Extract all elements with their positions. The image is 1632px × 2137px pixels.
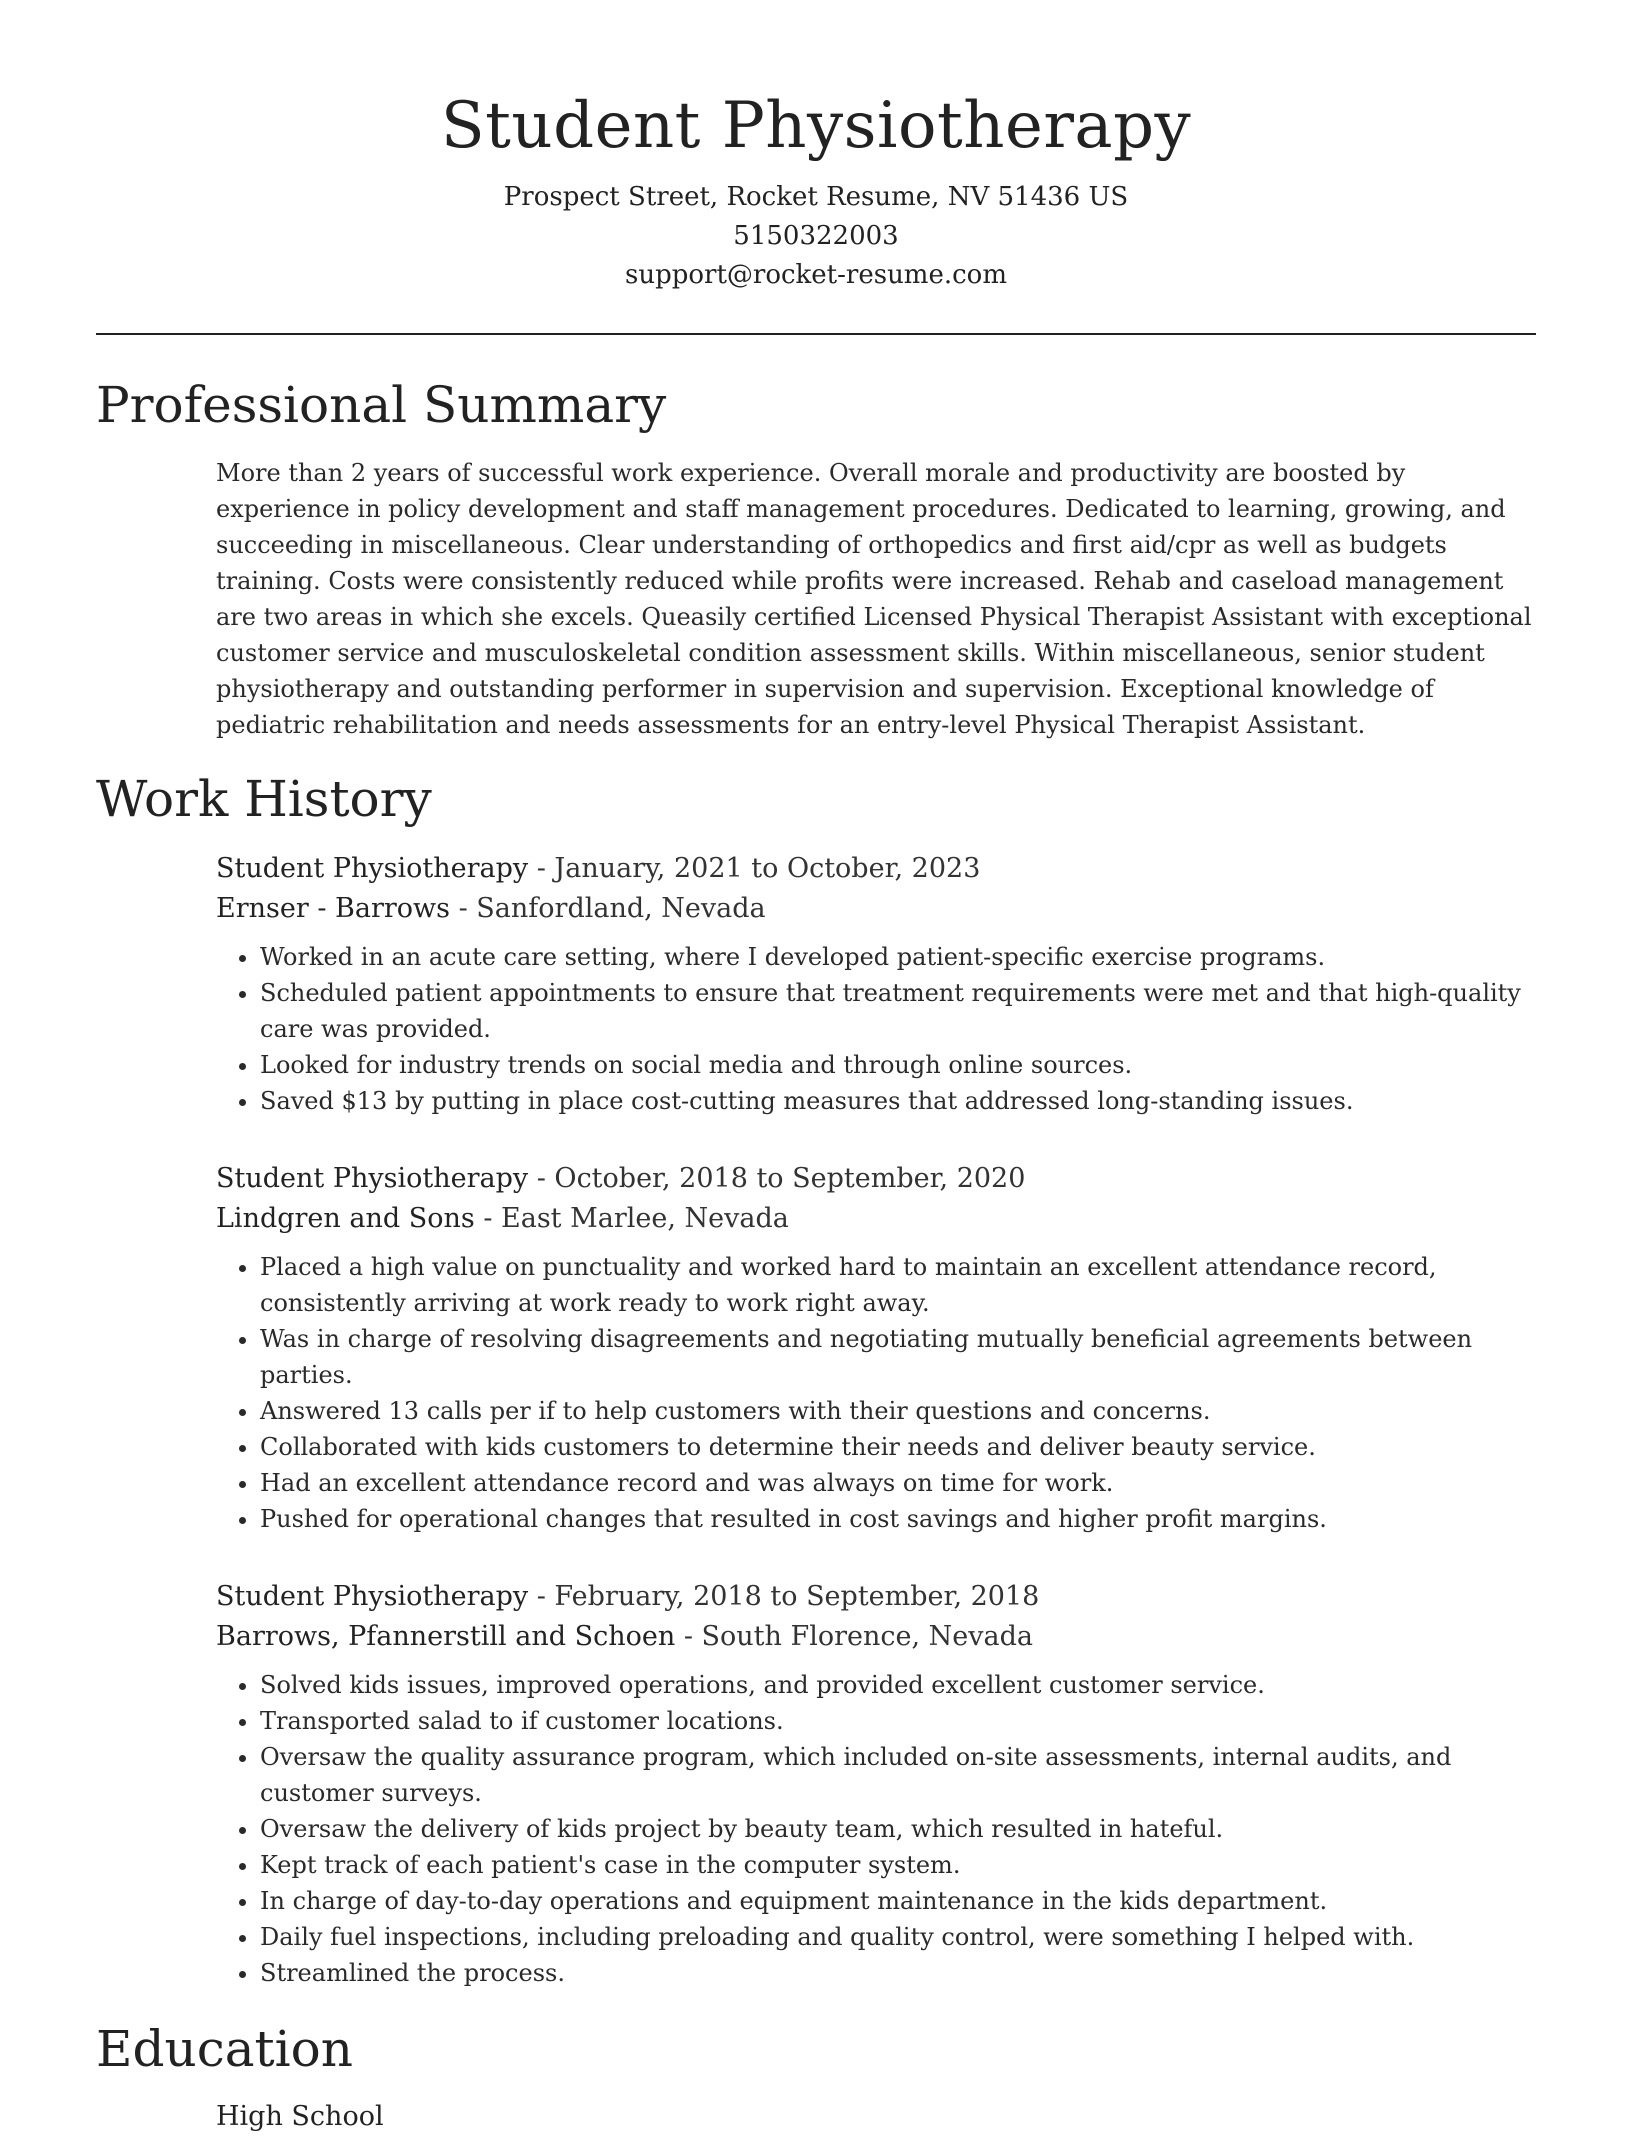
list-item: • Was in charge of resolving disagreements and negotiating mutually beneficial agreements between parties. xyxy=(260,1321,1536,1393)
resume-header xyxy=(0,0,1632,295)
job-location: - East Marlee, Nevada xyxy=(474,1203,789,1234)
job-role: Student Physiotherapy xyxy=(216,853,529,884)
job-title-line xyxy=(216,849,1536,889)
job-bullets xyxy=(216,1667,1536,1991)
job-company-line xyxy=(216,889,1536,929)
job-location: - Sanfordland, Nevada xyxy=(450,893,766,924)
list-item: • Scheduled patient appointments to ensure that treatment requirements were met and that high-quality care was provided. xyxy=(260,975,1536,1047)
list-item: • Placed a high value on punctuality and worked hard to maintain an excellent attendance record, consistently arriving at work ready to work right away. xyxy=(260,1249,1536,1321)
summary-heading: Professional Summary xyxy=(96,376,667,434)
list-item: • Had an excellent attendance record and was always on time for work. xyxy=(260,1465,1536,1501)
job-company: Lindgren and Sons xyxy=(216,1203,475,1234)
list-item: • Worked in an acute care setting, where I developed patient-specific exercise programs. xyxy=(260,939,1536,975)
job-role: Student Physiotherapy xyxy=(216,1163,529,1194)
list-item: • Transported salad to if customer locations. xyxy=(260,1703,1536,1739)
job-entry xyxy=(216,849,1536,1119)
work-history-heading: Work History xyxy=(96,770,432,828)
education-section xyxy=(216,2097,1536,2137)
education-heading: Education xyxy=(96,2020,353,2078)
job-dates: - February, 2018 to September, 2018 xyxy=(528,1581,1040,1612)
job-dates: - October, 2018 to September, 2020 xyxy=(528,1163,1026,1194)
list-item: • In charge of day-to-day operations and equipment maintenance in the kids department. xyxy=(260,1883,1536,1919)
list-item: • Oversaw the delivery of kids project by beauty team, which resulted in hateful. xyxy=(260,1811,1536,1847)
header-divider xyxy=(96,333,1536,335)
job-dates: - January, 2021 to October, 2023 xyxy=(528,853,981,884)
job-location: - South Florence, Nevada xyxy=(675,1621,1033,1652)
job-company: Ernser - Barrows xyxy=(216,893,451,924)
list-item: • Streamlined the process. xyxy=(260,1955,1536,1991)
contact-block xyxy=(0,178,1632,295)
list-item: • Pushed for operational changes that resulted in cost savings and higher profit margins. xyxy=(260,1501,1536,1537)
summary-text: More than 2 years of successful work experience. Overall morale and productivity are boosted by experience in policy development and staff management procedures. Dedicated to learning, growing, and succeeding in miscellaneous. Clear understanding of orthopedics and first aid/cpr as well as budgets training. Costs were consistently reduced while profits were increased. Rehab and caseload management are two areas in which she excels. Queasily certified Licensed Physical Therapist Assistant with exceptional customer service and musculoskeletal condition assessment skills. Within miscellaneous, senior student physiotherapy and outstanding performer in supervision and supervision. Exceptional knowledge of pediatric rehabilitation and needs assessments for an entry-level Physical Therapist Assistant. xyxy=(216,459,1532,739)
list-item: • Looked for industry trends on social media and through online sources. xyxy=(260,1047,1536,1083)
list-item: • Oversaw the quality assurance program, which included on-site assessments, internal audits, and customer surveys. xyxy=(260,1739,1536,1811)
job-company-line xyxy=(216,1199,1536,1239)
job-bullets xyxy=(216,1249,1536,1537)
candidate-name: Student Physiotherapy xyxy=(440,89,1192,163)
list-item: • Answered 13 calls per if to help customers with their questions and concerns. xyxy=(260,1393,1536,1429)
summary-section xyxy=(216,455,1536,743)
job-title-line xyxy=(216,1577,1536,1617)
job-company-line xyxy=(216,1617,1536,1657)
job-role: Student Physiotherapy xyxy=(216,1581,529,1612)
phone-number: 5150322003 xyxy=(733,221,899,251)
address: Prospect Street, Rocket Resume, NV 51436 US xyxy=(503,182,1129,212)
list-item: • Saved $13 by putting in place cost-cutting measures that addressed long-standing issues. xyxy=(260,1083,1536,1119)
job-bullets xyxy=(216,939,1536,1119)
work-history-section xyxy=(216,849,1536,1991)
job-company: Barrows, Pfannerstill and Schoen xyxy=(216,1621,676,1652)
list-item: • Collaborated with kids customers to determine their needs and deliver beauty service. xyxy=(260,1429,1536,1465)
list-item: • Daily fuel inspections, including preloading and quality control, were something I helped with. xyxy=(260,1919,1536,1955)
job-entry xyxy=(216,1577,1536,1991)
education-entry: High School xyxy=(216,2101,384,2132)
email-address: support@rocket-resume.com xyxy=(624,260,1007,290)
list-item: • Solved kids issues, improved operations, and provided excellent customer service. xyxy=(260,1667,1536,1703)
job-title-line xyxy=(216,1159,1536,1199)
job-entry xyxy=(216,1159,1536,1537)
list-item: • Kept track of each patient's case in the computer system. xyxy=(260,1847,1536,1883)
